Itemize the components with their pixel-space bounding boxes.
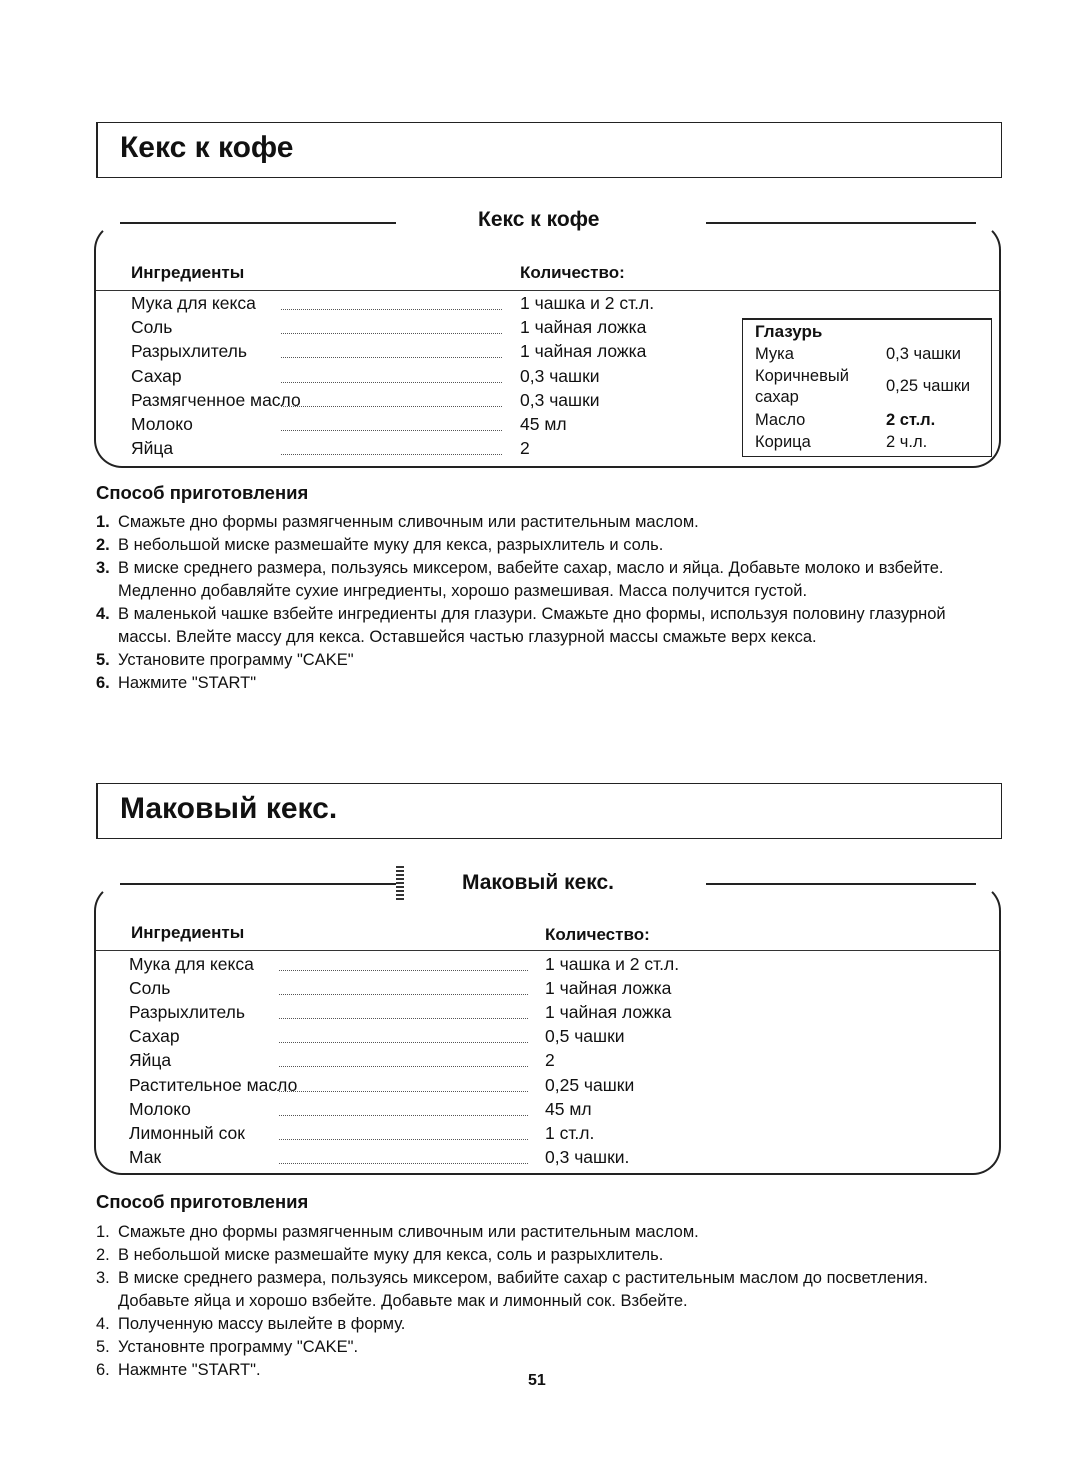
- section1-method-title: Способ приготовления: [96, 482, 309, 503]
- ingredient-name: Разрыхлитель: [131, 341, 247, 362]
- method-step: [96, 1244, 996, 1267]
- method-step: [96, 534, 996, 557]
- method-step: [96, 1221, 996, 1244]
- step-text: Смажьте дно формы размягченным сливочным или растительным маслом.: [118, 513, 699, 531]
- scan-artifact: [396, 866, 404, 902]
- step-number: 4.: [96, 605, 110, 623]
- card-title-rule-left: [120, 222, 396, 224]
- method-step: [96, 1313, 996, 1336]
- method-step: [96, 603, 996, 649]
- ingredient-qty: 1 чашка и 2 ст.л.: [520, 293, 655, 313]
- section2-header-separator: [96, 950, 1001, 951]
- ingredient-name: Лимонный сок: [129, 1122, 245, 1143]
- step-text: В небольшой миске размешайте муку для кекса, соль и разрыхлитель.: [118, 1246, 664, 1264]
- method-step: [96, 557, 996, 603]
- step-number: 2.: [96, 536, 110, 554]
- dot-leader: [279, 994, 528, 996]
- step-text: Установите программу "CAKE": [118, 651, 354, 669]
- glaze-item-name: Коричневый сахар: [755, 367, 849, 406]
- glaze-box: [742, 318, 992, 457]
- card-title-rule-right: [706, 222, 976, 224]
- section2-header-title: Маковый кекс.: [120, 792, 338, 825]
- step-number: 5.: [96, 1338, 110, 1356]
- step-text: Полученную массу вылейте в форму.: [118, 1315, 406, 1333]
- ingredient-name: Сахар: [131, 365, 182, 386]
- section1-steps: [96, 511, 996, 695]
- dot-leader: [281, 309, 502, 311]
- step-number: 6.: [96, 674, 110, 692]
- ingredient-qty: 1 чайная ложка: [520, 341, 647, 362]
- dot-leader: [279, 1139, 528, 1141]
- ingredient-qty: 1 чашка и 2 ст.л.: [545, 954, 680, 974]
- ingredient-qty: 0,25 чашки: [545, 1074, 635, 1095]
- ingredient-name: Мак: [129, 1146, 162, 1167]
- step-text: Нажмнте "START".: [118, 1361, 261, 1379]
- ingredient-qty: 1 чайная ложка: [520, 317, 647, 338]
- dot-leader: [279, 970, 528, 972]
- section1-header-title: Кекс к кофе: [120, 131, 294, 164]
- glaze-item-qty: 0,3 чашки: [886, 345, 961, 363]
- ingredient-qty: 0,3 чашки: [520, 365, 600, 386]
- method-step: [96, 1267, 996, 1313]
- dot-leader: [281, 333, 502, 335]
- dot-leader: [281, 430, 502, 432]
- ingredient-name: Мука для кекса: [129, 954, 254, 974]
- ingredient-name: Яйца: [129, 1050, 172, 1071]
- step-text: В небольшой миске размешайте муку для кекса, разрыхлитель и соль.: [118, 536, 664, 554]
- step-text: В маленькой чашке взбейте ингредиенты для глазури. Смажьте дно формы, используя половину глазурной массы. Влейте массу для кекса. Оставшейся частью глазурной массы смажьте верх кекса.: [118, 605, 946, 646]
- dot-leader: [281, 406, 502, 408]
- section1-col-quantity: Количество:: [520, 263, 625, 282]
- ingredient-name: Соль: [129, 978, 171, 999]
- glaze-item-qty: 2 ст.л.: [886, 411, 936, 429]
- section2-card-title: Маковый кекс.: [462, 871, 615, 894]
- ingredient-name: Яйца: [131, 438, 174, 459]
- step-text: Установнте программу "CAKE".: [118, 1338, 359, 1356]
- section2-steps: [96, 1221, 996, 1382]
- step-number: 3.: [96, 1269, 110, 1287]
- ingredient-qty: 2: [520, 438, 530, 459]
- card-title-rule-left: [120, 883, 400, 885]
- step-text: Нажмите "START": [118, 674, 257, 692]
- section1-header-box: [96, 122, 1002, 178]
- page-number: 51: [528, 1372, 546, 1389]
- ingredient-qty: 1 ст.л.: [545, 1122, 595, 1143]
- ingredient-name: Молоко: [129, 1098, 191, 1119]
- glaze-item-name: Масло: [755, 411, 806, 429]
- section1-col-ingredients: Ингредиенты: [131, 263, 245, 282]
- dot-leader: [279, 1042, 528, 1044]
- step-text: В миске среднего размера, пользуясь миксером, вабейте сахар, масло и яйца. Добавьте молоко и взбейте. Медленно добавляйте сухие ингредиенты, хорошо размешивая. Масса получится густой.: [118, 559, 944, 600]
- ingredient-name: Размягченное масло: [131, 389, 301, 410]
- ingredient-name: Соль: [131, 317, 173, 338]
- dot-leader: [279, 1066, 528, 1068]
- ingredient-name: Разрыхлитель: [129, 1002, 245, 1023]
- ingredient-qty: 45 мл: [520, 414, 567, 434]
- method-step: [96, 649, 996, 672]
- card-title-rule-right: [706, 883, 976, 885]
- ingredient-name: Сахар: [129, 1026, 180, 1047]
- step-text: Смажьте дно формы размягченным сливочным или растительным маслом.: [118, 1223, 699, 1241]
- ingredient-qty: 45 мл: [545, 1098, 592, 1119]
- section1-card-title: Кекс к кофе: [478, 208, 600, 231]
- method-step: [96, 1359, 996, 1382]
- dot-leader: [281, 454, 502, 456]
- ingredient-qty: 0,3 чашки.: [545, 1146, 630, 1167]
- section2-method-title: Способ приготовления: [96, 1191, 309, 1212]
- ingredient-qty: 0,3 чашки: [520, 389, 600, 410]
- dot-leader: [279, 1091, 528, 1093]
- step-number: 2.: [96, 1246, 110, 1264]
- glaze-item-qty: 0,25 чашки: [886, 377, 971, 395]
- dot-leader: [279, 1018, 528, 1020]
- dot-leader: [281, 382, 502, 384]
- glaze-title: Глазурь: [755, 322, 823, 341]
- step-number: 3.: [96, 559, 110, 577]
- step-number: 1.: [96, 1223, 110, 1241]
- ingredient-name: Молоко: [131, 414, 193, 434]
- section2-header-box: [96, 783, 1002, 839]
- method-step: [96, 672, 996, 695]
- step-number: 1.: [96, 513, 110, 531]
- ingredient-qty: 1 чайная ложка: [545, 978, 672, 999]
- step-number: 6.: [96, 1361, 110, 1379]
- ingredient-qty: 1 чайная ложка: [545, 1002, 672, 1023]
- glaze-item-name: Корица: [755, 433, 811, 451]
- method-step: [96, 1336, 996, 1359]
- glaze-item-qty: 2 ч.л.: [886, 433, 928, 451]
- ingredient-name: Мука для кекса: [131, 293, 256, 313]
- step-number: 5.: [96, 651, 110, 669]
- glaze-item-name: Мука: [755, 345, 794, 363]
- ingredient-name: Растительное масло: [129, 1074, 298, 1095]
- dot-leader: [279, 1115, 528, 1117]
- dot-leader: [281, 357, 502, 359]
- section2-col-ingredients: Ингредиенты: [131, 923, 245, 942]
- ingredient-qty: 0,5 чашки: [545, 1026, 625, 1047]
- step-text: В миске среднего размера, пользуясь миксером, вабийте сахар с растительным маслом до посветления. Добавьте яйца и хорошо взбейте. Добавьте мак и лимонный сок. Взбейте.: [118, 1269, 928, 1310]
- ingredient-qty: 2: [545, 1050, 555, 1071]
- section2-col-quantity: Количество:: [545, 925, 650, 944]
- dot-leader: [279, 1163, 528, 1165]
- method-step: [96, 511, 996, 534]
- step-number: 4.: [96, 1315, 110, 1333]
